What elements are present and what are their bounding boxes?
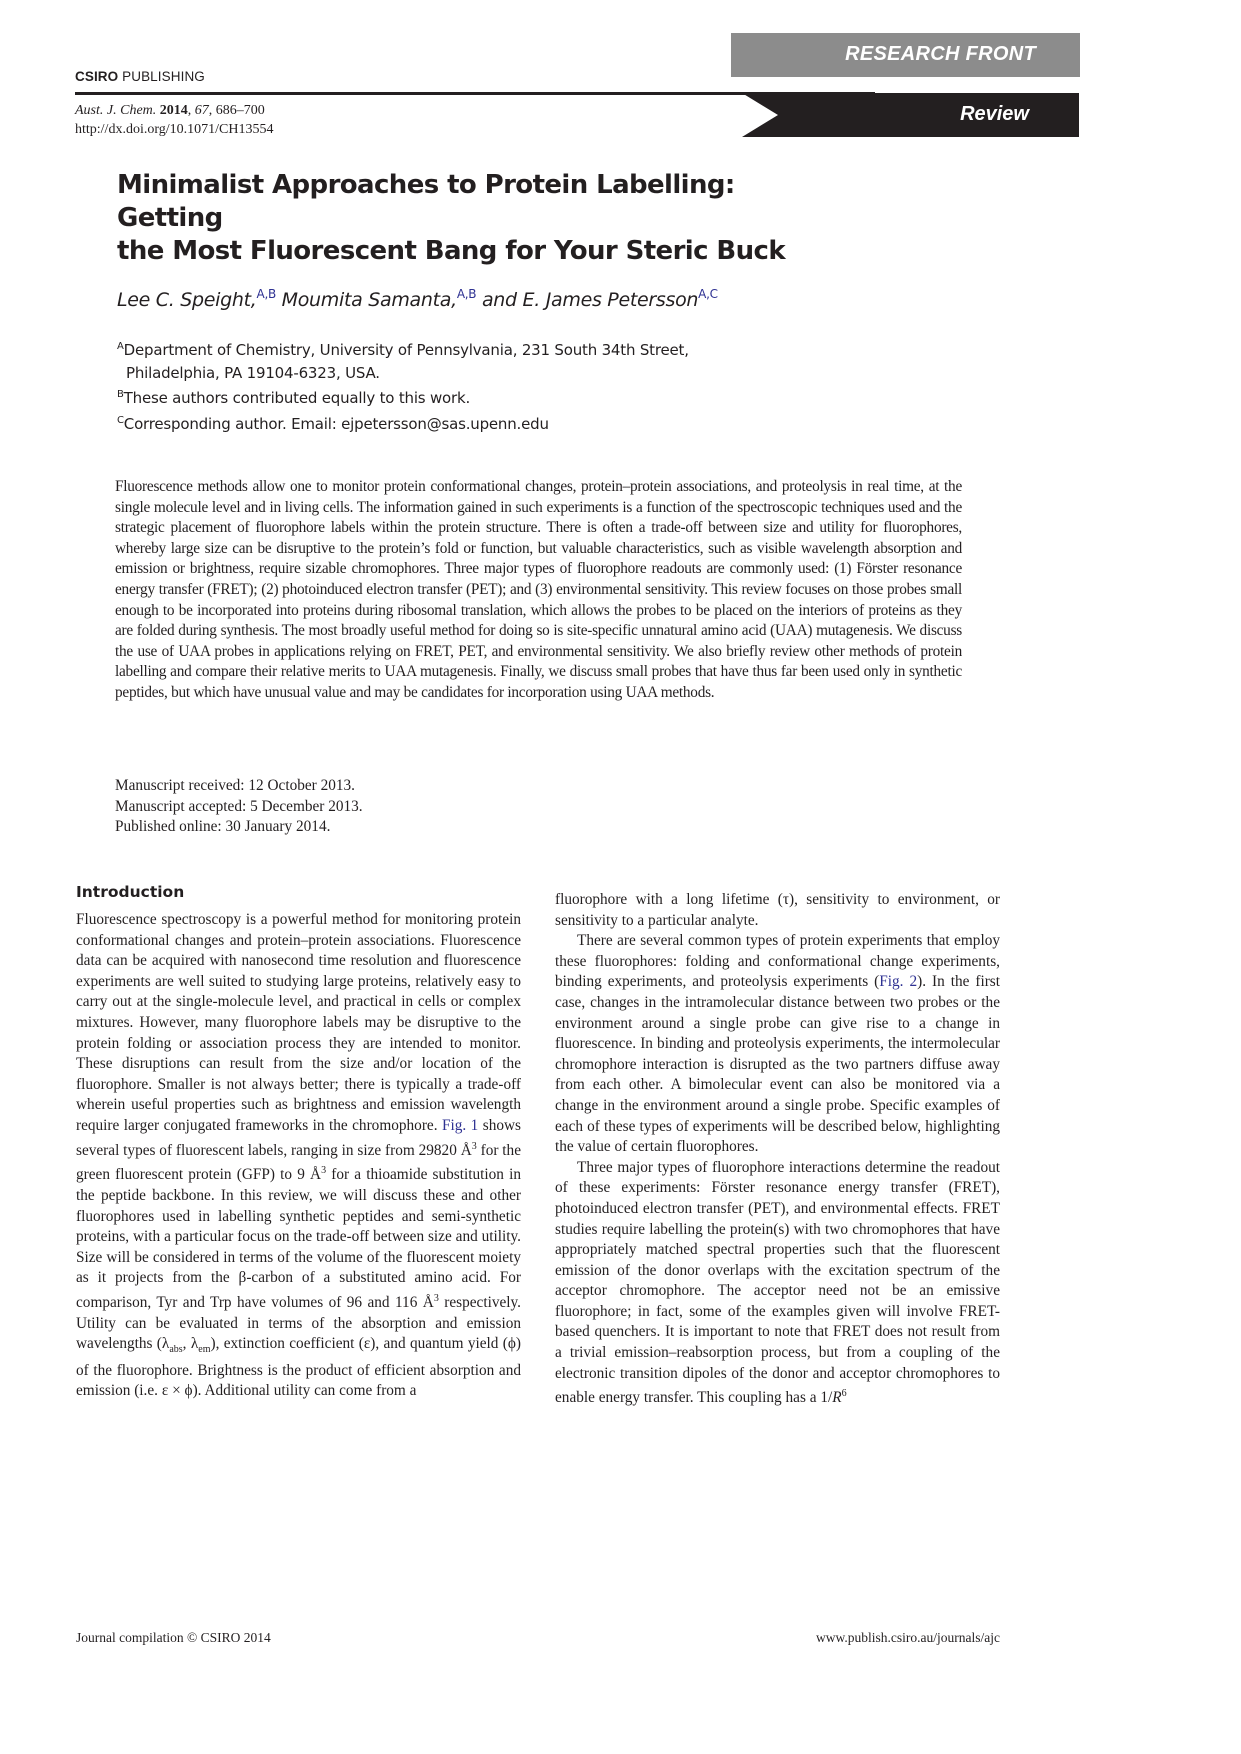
doi-link[interactable]: http://dx.doi.org/10.1071/CH13554: [75, 122, 274, 137]
figure-2-link[interactable]: Fig. 2: [879, 973, 918, 991]
text-run: Fluorescence spectroscopy is a powerful method for monitoring protein conformational changes and protein–protein associations. Fluorescence data can be acquired with nanosecond time resolution and fluorescence experiments are well suited to studying large proteins, relatively easy to carry out at the single-molecule level, and practical in cells or complex mixtures. However, many fluorophore labels may be disruptive to the protein folding or association process they are intended to monitor. These disruptions can result from the size and/or location of the fluorophore. Smaller is not always better; there is typically a trade-off wherein useful properties such as brightness and emission wavelength require larger conjugated frameworks in the chromophore.: [76, 911, 521, 1134]
footer-journal-url[interactable]: www.publish.csiro.au/journals/ajc: [816, 1630, 1000, 1645]
affiliation-marker[interactable]: A,B: [456, 287, 477, 301]
article-type-band: [742, 93, 1079, 137]
superscript: 3: [321, 1165, 327, 1177]
body-column-left: [76, 910, 521, 1402]
journal-year: 2014: [159, 103, 188, 118]
article-type-label: Review: [960, 103, 1029, 125]
journal-citation: [75, 101, 273, 139]
author-list: [117, 287, 718, 311]
affiliation-a: [117, 336, 689, 362]
subscript: em: [198, 1344, 211, 1356]
affiliation-mark: C: [117, 414, 124, 426]
affiliation-text: Department of Chemistry, University of Pennsylvania, 231 South 34th Street,: [123, 341, 689, 359]
author-name: and E. James Petersson: [476, 289, 699, 311]
title-line-1: Minimalist Approaches to Protein Labelling: Getting: [117, 170, 735, 233]
text-run: Three major types of fluorophore interactions determine the readout of these experiments: Förster resonance energy transfer (FRET), photoinduced electron transfer (PET), and environmental effects. FRET studies require labelling the protein(s) with two chromophores that have appropriately matched spectral properties such that the fluorescent emission of the donor overlaps with the excitation spectrum of the acceptor chromophore. The acceptor need not be an emissive fluorophore; in fact, some of the examples given will involve FRET-based quenchers. It is important to note that FRET does not result from a trivial emission–reabsorption process, but from a coupling of the electronic transition dipoles of the donor and acceptor chromophores to enable energy transfer. This coupling has a 1/: [555, 1158, 1000, 1407]
date-accepted: Manuscript accepted: 5 December 2013.: [115, 797, 363, 815]
footer-copyright: Journal compilation © CSIRO 2014: [76, 1630, 271, 1645]
text-run: ). In the first case, changes in the intramolecular distance between two probes or the environment around a single probe can give rise to a change in fluorescence. In binding and proteolysis experiments, the intermolecular chromophore interaction is disrupted as the two partners diffuse away from each other. A bimolecular event can also be monitored via a change in the environment around a single probe. Specific examples of each of these types of experiments will be described below, highlighting the value of certain fluorophores.: [555, 973, 1001, 1156]
affiliation-text: Philadelphia, PA 19104-6323, USA.: [126, 363, 380, 382]
section-banner-label: RESEARCH FRONT: [845, 43, 1036, 65]
section-heading: Introduction: [76, 883, 185, 901]
author-name: Lee C. Speight,: [117, 289, 257, 311]
figure-1-link[interactable]: Fig. 1: [441, 1116, 479, 1134]
affiliation-mark: B: [117, 389, 124, 400]
publisher-bold: CSIRO: [75, 69, 119, 84]
paragraph: [555, 1158, 1000, 1409]
article-title: [117, 169, 817, 268]
section-banner: [731, 33, 1080, 77]
superscript: 6: [841, 1388, 847, 1400]
journal-volume: 67: [194, 103, 209, 118]
affiliation-marker[interactable]: A,B: [256, 287, 276, 301]
text-run: for a thioamide substitution in the peptide backbone. In this review, we will discuss these and other fluorophores used in labelling synthetic peptides and semi-synthetic proteins, with a particular focus on the trade-off between size and utility. Size will be considered in terms of the volume of the fluorescent moiety as it projects from the β-carbon of a substituted amino acid. For comparison, Tyr and Trp have volumes of 96 and 116 Å: [76, 1166, 522, 1311]
superscript: 3: [471, 1140, 477, 1152]
author-name: Moumita Samanta,: [275, 289, 457, 311]
text-run: , λ: [182, 1335, 199, 1353]
journal-pages: 686–700: [215, 103, 265, 118]
publisher-name: [75, 69, 205, 84]
affiliation-marker[interactable]: A,C: [698, 287, 718, 301]
subscript: abs: [169, 1344, 183, 1356]
body-column-right: [555, 890, 1000, 1409]
paragraph: [555, 931, 1000, 1158]
citation-line: Aust. J. Chem. 2014, 67, 686–700: [75, 103, 265, 118]
affiliation-text: These authors contributed equally to this work.: [123, 389, 471, 407]
text-run: There are several common types of protein experiments that employ these fluorophores: folding and conformational change experiments, binding experiments, and proteolysis experiments (: [555, 932, 1000, 991]
date-published: Published online: 30 January 2014.: [115, 818, 331, 836]
publisher-rest: PUBLISHING: [118, 69, 205, 84]
affiliation-c: [117, 410, 689, 436]
paragraph: fluorophore with a long lifetime (τ), sensitivity to environment, or sensitivity to a particular analyte.: [555, 891, 1000, 929]
manuscript-dates: [115, 776, 363, 838]
affiliation-b: [117, 384, 689, 410]
affiliation-mark: A: [117, 341, 124, 352]
corresponding-author: Corresponding author. Email: ejpetersson@sas.upenn.edu: [123, 414, 549, 433]
title-line-2: the Most Fluorescent Bang for Your Steric Buck: [117, 236, 786, 266]
paragraph: [76, 910, 521, 1402]
italic-variable: R: [832, 1389, 842, 1407]
text-run: ), extinction coefficient (ε), and quantum yield (ϕ) of the fluorophore. Brightness is the product of efficient absorption and emission (i.e. ε × ϕ). Additional utility can come from a: [76, 1335, 521, 1400]
affiliations: [117, 336, 689, 435]
date-received: Manuscript received: 12 October 2013.: [115, 777, 355, 794]
superscript: 3: [433, 1292, 439, 1304]
text-run: respectively. Utility can be evaluated in terms of the absorption and emission wavelengths (λ: [76, 1293, 522, 1353]
abstract: Fluorescence methods allow one to monitor protein conformational changes, protein–protein associations, and proteolysis in real time, at the single molecule level and in living cells. The information gained in such experiments is a function of the spectroscopic techniques used and the strategic placement of fluorophore labels within the protein structure. There is often a trade-off between size and utility for fluorophores, whereby large size can be disruptive to the protein’s fold or function, but valuable characteristics, such as visible wavelength absorption and emission or brightness, require sizable chromophores. Three major types of fluorophore readouts are commonly used: (1) Förster resonance energy transfer (FRET); (2) photoinduced electron transfer (PET); and (3) environmental sensitivity. This review focuses on those probes small enough to be incorporated into proteins during ribosomal translation, which allows the probes to be placed on the interiors of proteins as they are folded during synthesis. The most broadly useful method for doing so is site-specific unnatural amino acid (UAA) mutagenesis. We discuss the use of UAA probes in applications relying on FRET, PET, and environmental sensitivity. We also briefly review other methods of protein labelling and compare their relative merits to UAA mutagenesis. Finally, we discuss small probes that have thus far been used only in synthetic peptides, but which have unusual value and may be candidates for incorporation using UAA methods.: [115, 478, 962, 701]
journal-abbrev: Aust. J. Chem.: [75, 103, 157, 118]
text-run: for the green fluorescent protein (GFP) to 9 Å: [76, 1141, 521, 1184]
text-run: shows several types of fluorescent labels, ranging in size from 29820 Å: [76, 1116, 521, 1159]
